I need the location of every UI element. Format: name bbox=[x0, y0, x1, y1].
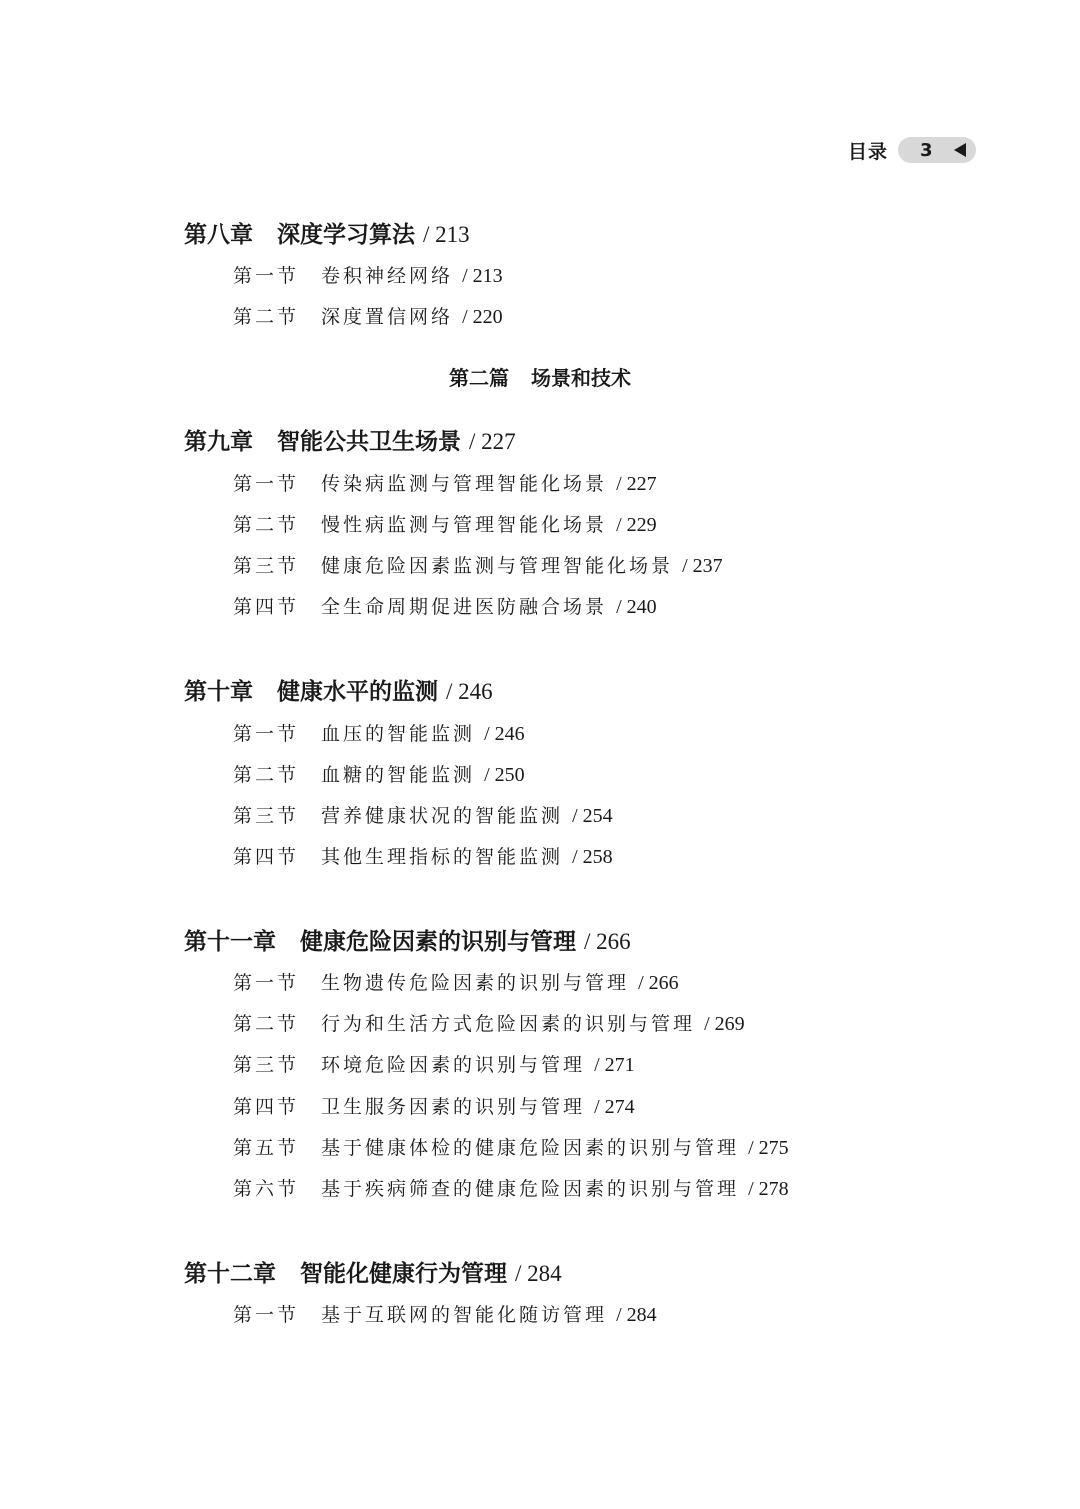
section-page: / 250 bbox=[484, 764, 525, 786]
chapter-page: / 246 bbox=[446, 679, 493, 704]
toc-section bbox=[233, 304, 503, 330]
chapter-title: 健康危险因素的识别与管理 bbox=[300, 928, 576, 955]
section-page: / 220 bbox=[462, 306, 503, 328]
section-number: 第二节 bbox=[233, 1013, 300, 1035]
page-number: 3 bbox=[920, 139, 933, 161]
part-title: 场景和技术 bbox=[531, 366, 631, 390]
section-title: 深度置信网络 bbox=[321, 306, 454, 328]
chapter-page: / 284 bbox=[515, 1261, 562, 1286]
section-title: 全生命周期促进医防融合场景 bbox=[321, 596, 608, 618]
section-number: 第三节 bbox=[233, 805, 300, 827]
toc-section bbox=[233, 970, 679, 996]
section-number: 第一节 bbox=[233, 473, 300, 495]
toc-section bbox=[233, 553, 723, 579]
section-page: / 284 bbox=[616, 1304, 657, 1326]
chapter-title: 智能公共卫生场景 bbox=[277, 428, 461, 455]
toc-part-heading bbox=[0, 364, 1080, 392]
toc-section bbox=[233, 844, 613, 870]
section-title: 行为和生活方式危险因素的识别与管理 bbox=[321, 1013, 696, 1035]
section-title: 传染病监测与管理智能化场景 bbox=[321, 473, 608, 495]
chapter-page: / 266 bbox=[584, 929, 631, 954]
section-page: / 269 bbox=[704, 1013, 745, 1035]
section-title: 卷积神经网络 bbox=[321, 265, 454, 287]
chapter-title: 智能化健康行为管理 bbox=[300, 1260, 507, 1287]
section-number: 第二节 bbox=[233, 764, 300, 786]
toc-section bbox=[233, 1302, 657, 1328]
toc-section bbox=[233, 1176, 789, 1202]
section-number: 第三节 bbox=[233, 1054, 300, 1076]
section-page: / 246 bbox=[484, 723, 525, 745]
section-number: 第三节 bbox=[233, 555, 300, 577]
section-number: 第一节 bbox=[233, 1304, 300, 1326]
section-title: 基于疾病筛查的健康危险因素的识别与管理 bbox=[321, 1178, 740, 1200]
header-label: 目录 bbox=[848, 140, 889, 163]
section-page: / 237 bbox=[682, 555, 723, 577]
section-page: / 278 bbox=[748, 1178, 789, 1200]
chapter-number: 第九章 bbox=[184, 428, 253, 455]
chapter-number: 第八章 bbox=[184, 221, 253, 248]
toc-section bbox=[233, 263, 503, 289]
section-title: 营养健康状况的智能监测 bbox=[321, 805, 564, 827]
part-number: 第二篇 bbox=[449, 366, 509, 390]
section-page: / 254 bbox=[572, 805, 613, 827]
section-title: 血糖的智能监测 bbox=[321, 764, 476, 786]
toc-section bbox=[233, 762, 525, 788]
toc-section bbox=[233, 1052, 635, 1078]
toc-section bbox=[233, 471, 657, 497]
section-number: 第四节 bbox=[233, 846, 300, 868]
toc-section bbox=[233, 803, 613, 829]
section-page: / 229 bbox=[616, 514, 657, 536]
chapter-title: 健康水平的监测 bbox=[277, 678, 438, 705]
section-title: 健康危险因素监测与管理智能化场景 bbox=[321, 555, 674, 577]
section-number: 第二节 bbox=[233, 514, 300, 536]
section-number: 第一节 bbox=[233, 723, 300, 745]
section-page: / 227 bbox=[616, 473, 657, 495]
toc-section bbox=[233, 721, 525, 747]
toc-section bbox=[233, 1011, 745, 1037]
toc-section bbox=[233, 1094, 635, 1120]
chapter-number: 第十章 bbox=[184, 678, 253, 705]
section-number: 第一节 bbox=[233, 265, 300, 287]
section-page: / 266 bbox=[638, 972, 679, 994]
section-number: 第四节 bbox=[233, 1096, 300, 1118]
section-number: 第一节 bbox=[233, 972, 300, 994]
section-title: 基于互联网的智能化随访管理 bbox=[321, 1304, 608, 1326]
section-page: / 240 bbox=[616, 596, 657, 618]
chapter-number: 第十二章 bbox=[184, 1260, 276, 1287]
toc-chapter bbox=[184, 927, 631, 957]
section-page: / 274 bbox=[594, 1096, 635, 1118]
toc-chapter bbox=[184, 220, 470, 250]
toc-section bbox=[233, 1135, 789, 1161]
section-number: 第六节 bbox=[233, 1178, 300, 1200]
section-number: 第二节 bbox=[233, 306, 300, 328]
section-title: 慢性病监测与管理智能化场景 bbox=[321, 514, 608, 536]
section-page: / 275 bbox=[748, 1137, 789, 1159]
chapter-number: 第十一章 bbox=[184, 928, 276, 955]
section-title: 其他生理指标的智能监测 bbox=[321, 846, 564, 868]
section-title: 生物遗传危险因素的识别与管理 bbox=[321, 972, 630, 994]
section-number: 第四节 bbox=[233, 596, 300, 618]
section-number: 第五节 bbox=[233, 1137, 300, 1159]
toc-chapter bbox=[184, 1259, 562, 1289]
chapter-title: 深度学习算法 bbox=[277, 221, 415, 248]
section-title: 环境危险因素的识别与管理 bbox=[321, 1054, 586, 1076]
section-page: / 258 bbox=[572, 846, 613, 868]
chapter-page: / 227 bbox=[469, 429, 516, 454]
section-title: 基于健康体检的健康危险因素的识别与管理 bbox=[321, 1137, 740, 1159]
toc-section bbox=[233, 512, 657, 538]
toc-chapter bbox=[184, 677, 493, 707]
chapter-page: / 213 bbox=[423, 222, 470, 247]
section-title: 卫生服务因素的识别与管理 bbox=[321, 1096, 586, 1118]
section-title: 血压的智能监测 bbox=[321, 723, 476, 745]
toc-section bbox=[233, 594, 657, 620]
section-page: / 213 bbox=[462, 265, 503, 287]
toc-chapter bbox=[184, 427, 516, 457]
section-page: / 271 bbox=[594, 1054, 635, 1076]
